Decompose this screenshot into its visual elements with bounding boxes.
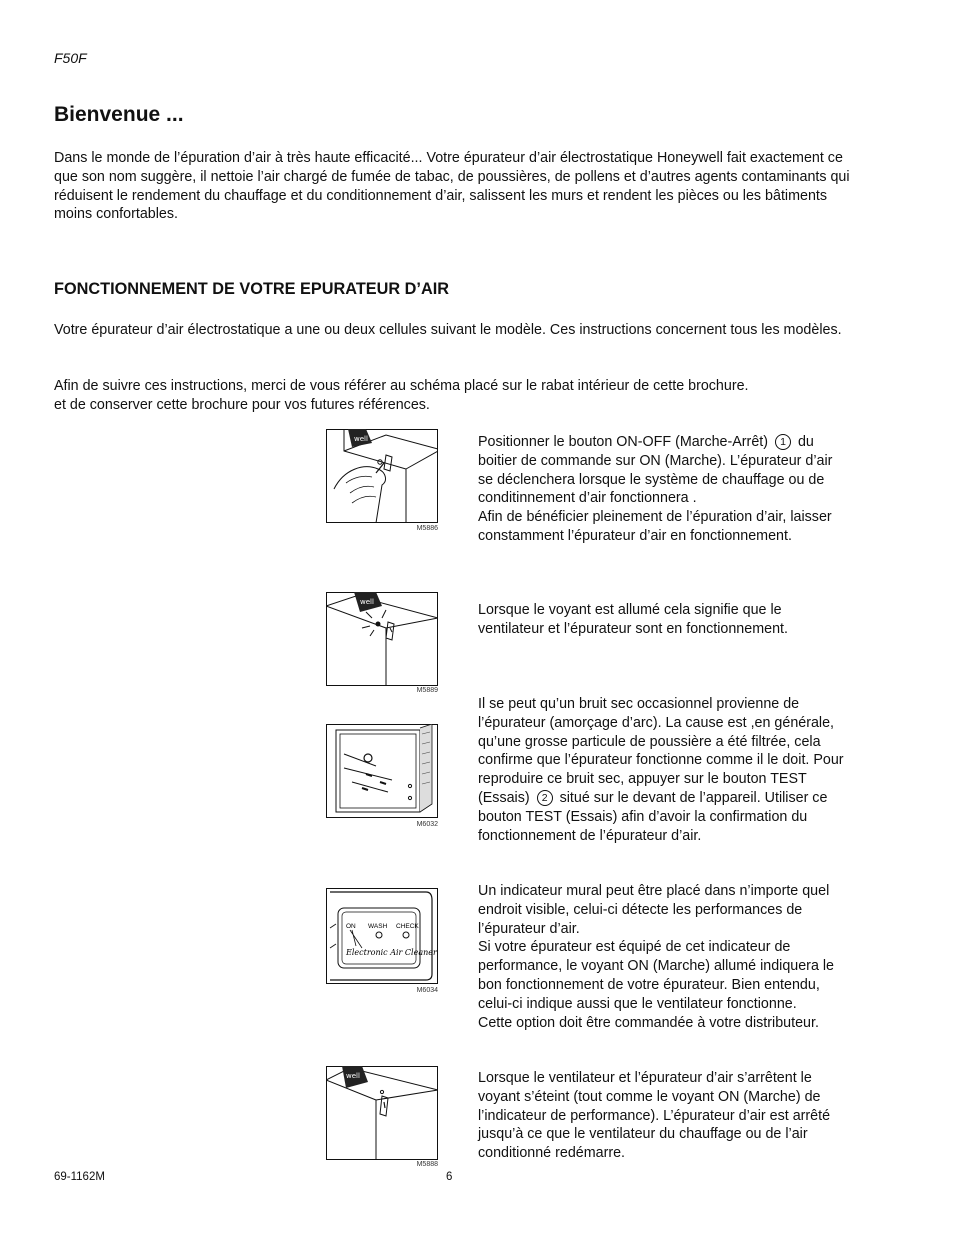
welcome-title: Bienvenue ... <box>54 103 184 126</box>
svg-text:well: well <box>354 435 368 443</box>
indicator-script-label: Electronic Air Cleaner <box>346 948 437 957</box>
indicator-wash-label: WASH <box>368 923 388 930</box>
step-3-text-after: situé sur le devant de l’appareil. Utiliser ce bouton TEST (Essais) afin d’avoir la confirmation du fonctionnement de l’épurateur d’air. <box>478 789 828 844</box>
step-3-text-before: Il se peut qu’un bruit sec occasionnel provienne de l’épurateur (amorçage d’arc). La cause est ,en générale, qu’une grosse particule de poussière a été filtrée, cela confirme que l’épurateur fonctionne comme il le doit. Pour reproduire ce bruit sec, appuyer sur le bouton TEST (Essais) <box>478 696 844 806</box>
indicator-on-label: ON <box>346 923 356 930</box>
welcome-text: Dans le monde de l’épuration d’air à très haute efficacité... Votre épurateur d’air électrostatique Honeywell fait exactement ce que son nom suggère, il nettoie l’air chargé de fumée de tabac, de poussières, de pollens et d’autres agents contaminants qui réduisent le rendement du chauffage et du conditionnement d’air, salissent les murs et rendent les pièces ou les bâtiments moins confortables. <box>54 150 850 223</box>
step-4-text-extra: Si votre épurateur est équipé de cet indicateur de performance, le voyant ON (Marche) allumé indiquera le bon fonctionnement de votre épurateur. Bien entendu, celui-ci indique aussi que le ventilateur fonctionne. <box>478 939 834 1012</box>
figure-wall-indicator <box>326 888 438 984</box>
marker-1-icon: 1 <box>775 434 791 450</box>
model-number: F50F <box>54 50 87 66</box>
figure-test-button <box>326 724 438 818</box>
step-3-text <box>478 695 850 845</box>
figure-code: M5889 <box>416 687 438 694</box>
step-1-text-after: du boitier de commande sur ON (Marche). L’épurateur d’air se déclenchera lorsque le système de chauffage ou de conditinnement d’air fonctionnera . <box>478 434 833 507</box>
step-4-text-extra2: Cette option doit être commandée à votre distributeur. <box>478 1014 819 1031</box>
step-1-text-before: Positionner le bouton ON-OFF (Marche-Arrêt) <box>478 434 769 450</box>
figure-on-off-switch <box>326 429 438 523</box>
step-2-text: Lorsque le voyant est allumé cela signifie que le ventilateur et l’épurateur sont en fonctionnement. <box>478 602 788 637</box>
figure-indicator-light <box>326 592 438 686</box>
figure-code: M5886 <box>416 525 438 532</box>
figure-code: M5888 <box>416 1161 438 1168</box>
figure-code: M6034 <box>416 987 438 994</box>
indicator-check-label: CHECK <box>396 923 419 930</box>
operation-paragraph-1: Votre épurateur d’air électrostatique a une ou deux cellules suivant le modèle. Ces instructions concernent tous les modèles. <box>54 322 842 338</box>
step-4-text-main: Un indicateur mural peut être placé dans n’importe quel endroit visible, celui-ci détecte les performances de l’épurateur d’air. <box>478 883 830 937</box>
marker-2-icon: 2 <box>537 790 553 806</box>
document-number: 69-1162M <box>54 1171 105 1183</box>
step-4-text <box>478 882 850 1032</box>
operation-paragraph-2-line-1: Afin de suivre ces instructions, merci de vous référer au schéma placé sur le rabat intérieur de cette brochure. <box>54 378 749 394</box>
figure-code: M6032 <box>416 821 438 828</box>
section-title: FONCTIONNEMENT DE VOTRE EPURATEUR D’AIR <box>54 280 449 298</box>
figure-unit-off <box>326 1066 438 1160</box>
svg-text:well: well <box>360 598 374 606</box>
svg-text:well: well <box>346 1072 360 1080</box>
page-number: 6 <box>446 1171 453 1183</box>
step-1-text-extra: Afin de bénéficier pleinement de l’épuration d’air, laisser constamment l’épurateur d’air en fonctionnement. <box>478 509 832 544</box>
operation-paragraph-2-line-2: et de conserver cette brochure pour vos futures références. <box>54 396 430 413</box>
step-1-text <box>478 433 850 546</box>
operation-paragraph-2 <box>54 377 854 415</box>
step-5-text: Lorsque le ventilateur et l’épurateur d’air s’arrêtent le voyant s’éteint (tout comme le voyant ON (Marche) de l’indicateur de performance). L’épurateur d’air est arrêté jusqu’à ce que le ventilateur du chauffage ou de l’air conditionné redémarre. <box>478 1070 831 1162</box>
